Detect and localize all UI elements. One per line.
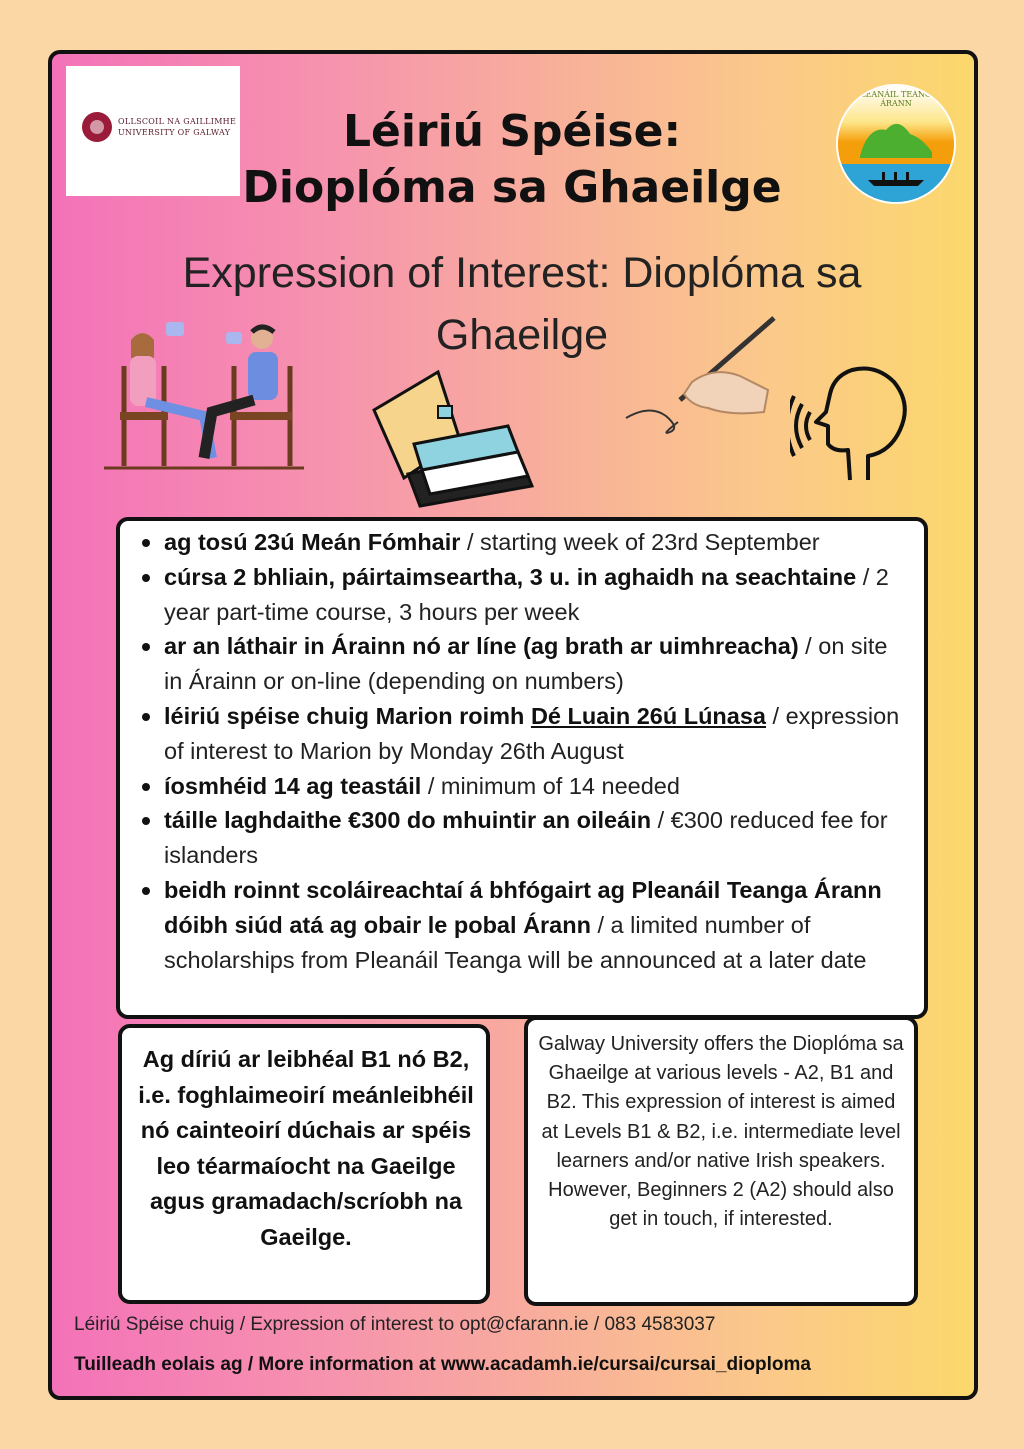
course-details-panel — [116, 517, 928, 1019]
list-item: cúrsa 2 bhliain, páirtaimseartha, 3 u. in aghaidh na seachtaine / 2 year part-time course, 3 hours per week — [164, 560, 906, 630]
title-line-1: Léiriú Spéise: — [342, 106, 682, 157]
writing-hand-illustration — [620, 312, 780, 442]
contact-line: Léiriú Spéise chuig / Expression of interest to opt@cfarann.ie / 083 4583037 — [74, 1314, 716, 1335]
list-item: léiriú spéise chuig Marion roimh Dé Luain 26ú Lúnasa / expression of interest to Marion by Monday 26th August — [164, 699, 906, 769]
speaking-head-icon — [790, 360, 920, 484]
more-info-line: Tuilleadh eolais ag / More information at www.acadamh.ie/cursai/cursai_dioploma — [74, 1354, 811, 1375]
university-logo — [66, 66, 240, 196]
course-details-list — [120, 521, 924, 977]
list-item: ag tosú 23ú Meán Fómhair / starting week of 23rd September — [164, 525, 906, 560]
title-line-2: Dioplóma sa Ghaeilge — [242, 162, 782, 213]
conversation-illustration — [104, 316, 304, 474]
list-item: táille laghdaithe €300 do mhuintir an oileáin / €300 reduced fee for islanders — [164, 803, 906, 873]
subtitle-line-2: Ghaeilge — [435, 311, 609, 359]
list-item: beidh roinnt scoláireachtaí á bhfógairt ag Pleanáil Teanga Árann dóibh siúd atá ag obair le pobal Árann / a limited number of scholarships from Pleanáil Teanga will be announced at a later date — [164, 873, 906, 977]
subtitle-line-1: Expression of Interest: Dioplóma sa — [182, 249, 862, 297]
page-title — [222, 104, 802, 216]
target-level-english-box — [524, 1016, 918, 1306]
pleanail-teanga-logo — [836, 84, 956, 204]
list-item: íosmhéid 14 ag teastáil / minimum of 14 needed — [164, 769, 906, 804]
books-illustration — [368, 366, 538, 510]
university-name-english: UNIVERSITY OF GALWAY — [118, 128, 231, 137]
university-seal-icon — [82, 112, 112, 142]
target-level-english-text: Galway University offers the Dioplóma sa Ghaeilge at various levels - A2, B1 and B2. This expression of interest is aimed at Levels B1 & B2, i.e. intermediate level learners and/or native Irish speakers. However, Beginners 2 (A2) should also get in touch, if interested. — [538, 1033, 904, 1231]
target-level-irish-text: Ag díriú ar leibhéal B1 nó B2, i.e. foghlaimeoirí meánleibhéil nó cainteoirí dúchais ar spéis leo téarmaíocht na Gaeilge agus gramadach/scríobh na Gaeilge. — [138, 1046, 474, 1250]
university-name-irish: OLLSCOIL NA GAILLIMHE — [118, 117, 237, 126]
deadline-date: Dé Luain 26ú Lúnasa — [530, 702, 766, 729]
poster-frame — [48, 50, 978, 1400]
target-level-irish-box — [118, 1024, 490, 1304]
list-item: ar an láthair in Árainn nó ar líne (ag brath ar uimhreacha) / on site in Árainn or on-line (depending on numbers) — [164, 629, 906, 699]
pleanail-teanga-text: PLEANÁIL TEANGA ÁRANN — [854, 90, 938, 108]
